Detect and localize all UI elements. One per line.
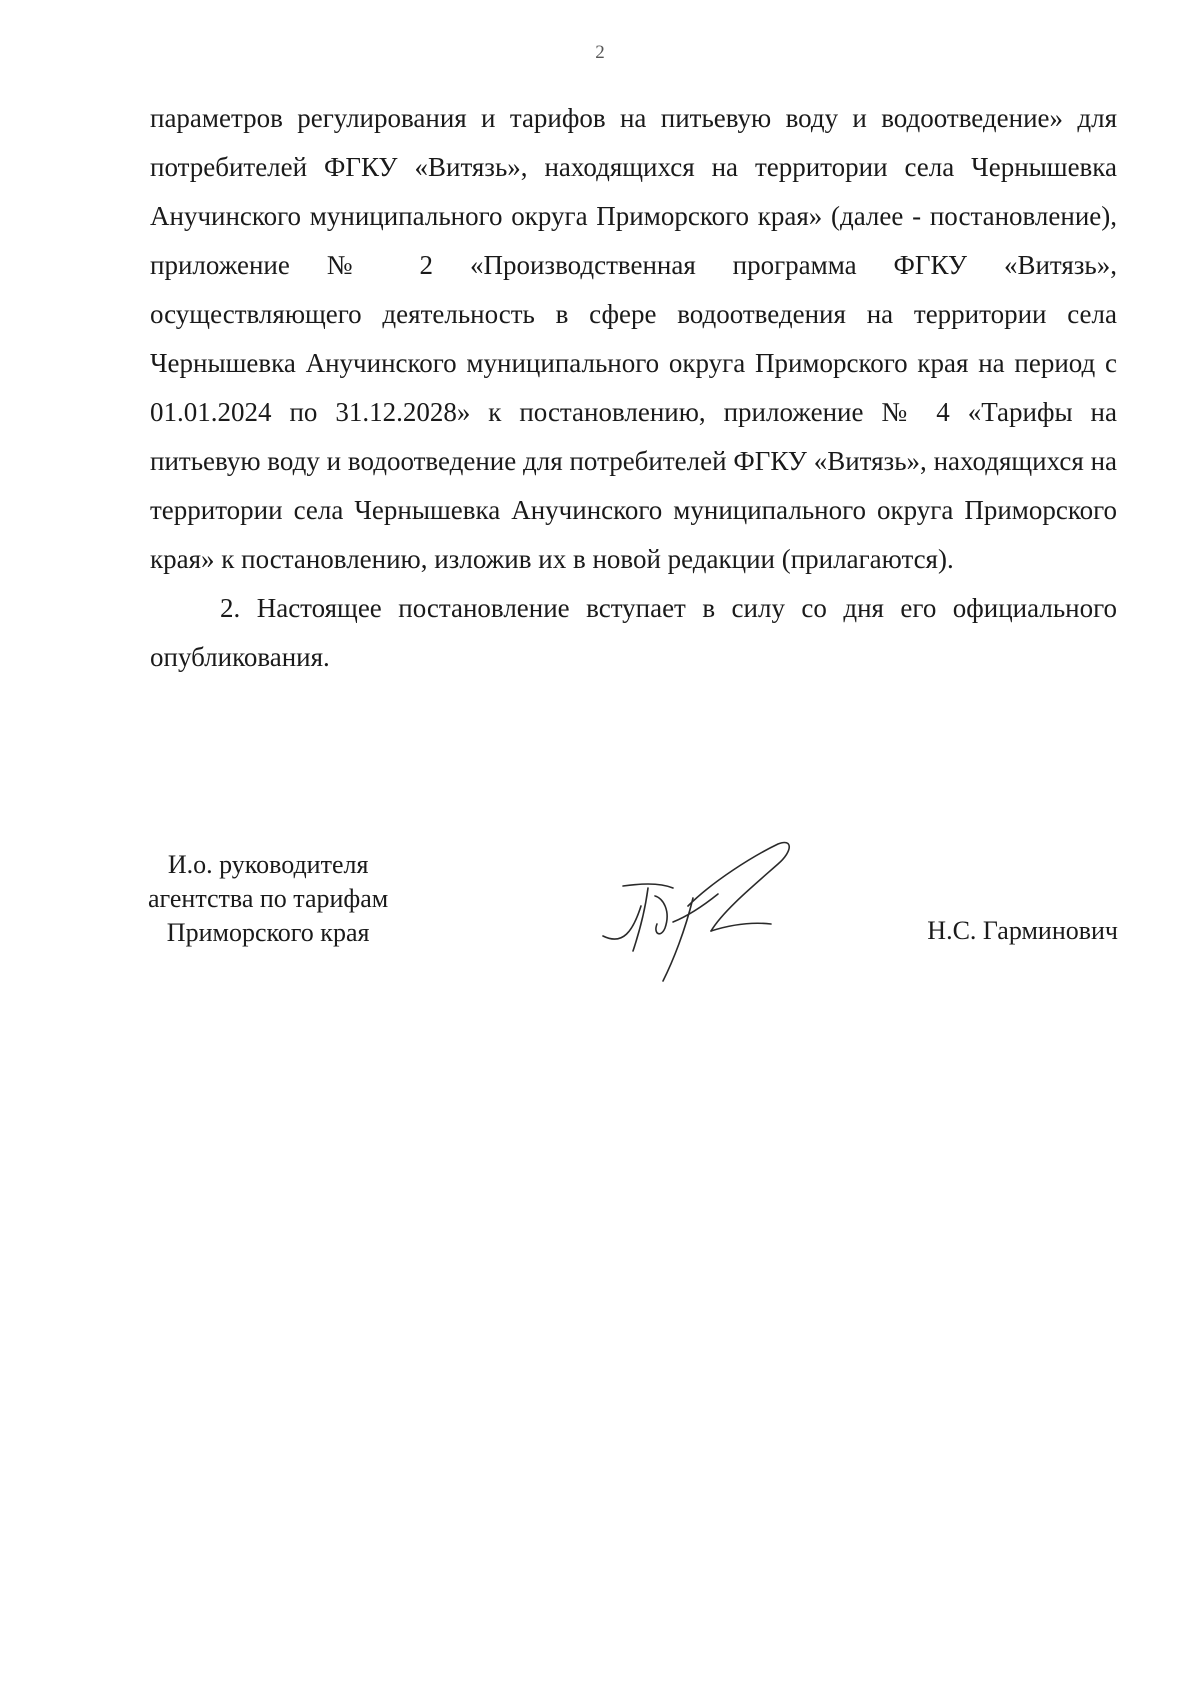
signer-name: Н.С. Гарминович	[927, 916, 1118, 945]
signer-position	[148, 848, 388, 950]
signer-position-line: И.о. руководителя	[167, 850, 369, 879]
document-body	[150, 94, 1117, 682]
handwritten-signature	[593, 836, 813, 986]
page-number: 2	[595, 42, 605, 63]
signer-position-line: агентства по тарифам	[148, 884, 389, 913]
signature-block	[148, 848, 1118, 988]
paragraph-continuation: параметров регулирования и тарифов на питьевую воду и водоотведение» для потребителей ФГКУ «Витязь», находящихся на территории села Чернышевка Анучинского муниципального округа Приморского края» (далее - постановление), приложение № 2 «Производственная программа ФГКУ «Витязь», осуществляющего деятельность в сфере водоотведения на территории села Чернышевка Анучинского муниципального округа Приморского края на период с 01.01.2024 по 31.12.2028» к постановлению, приложение № 4 «Тарифы на питьевую воду и водоотведение для потребителей ФГКУ «Витязь», находящихся на территории села Чернышевка Анучинского муниципального округа Приморского края» к постановлению, изложив их в новой редакции (прилагаются).	[150, 103, 1117, 574]
signer-position-line: Приморского края	[166, 918, 370, 947]
paragraph-effective-date: 2. Настоящее постановление вступает в силу со дня его официального опубликования.	[150, 593, 1117, 672]
